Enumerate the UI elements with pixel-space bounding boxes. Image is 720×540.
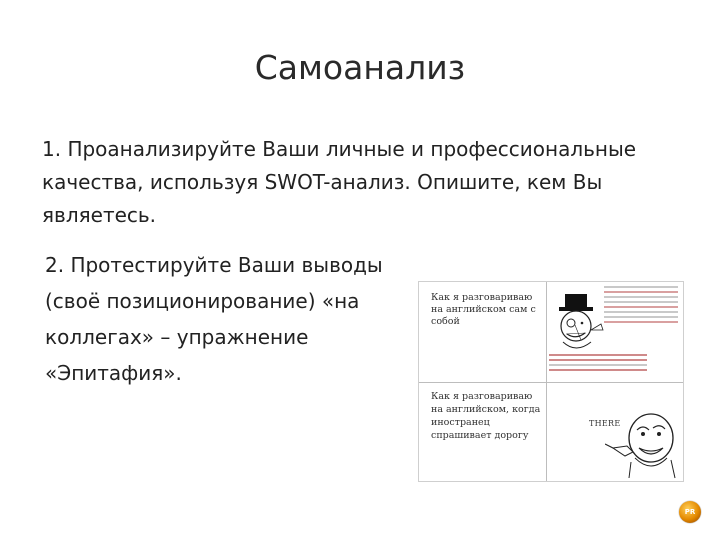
meme-divider-horizontal: [419, 382, 683, 383]
pointing-face-illustration: [605, 408, 679, 480]
meme-handwriting-top: [604, 286, 678, 326]
meme-caption-bottom: Как я разговариваю на английском, когда иностранец спрашивает дорогу: [431, 391, 541, 441]
meme-speech-there: THERE: [589, 419, 621, 428]
instruction-point-1: 1. Проанализируйте Ваши личные и профессиональные качества, используя SWOT-анализ. Опишите, кем Вы являетесь.: [42, 137, 637, 227]
meme-comic-image: [418, 281, 684, 482]
meme-caption-top: Как я разговариваю на английском сам с собой: [431, 292, 536, 327]
page-logo-badge: PR: [679, 501, 701, 523]
instruction-point-2: 2. Протестируйте Ваши выводы (своё позиционирование) «на коллегах» – упражнение «Эпитафия».: [45, 253, 383, 385]
meme-handwriting-middle: [549, 354, 647, 374]
slide-title: Самоанализ: [254, 48, 466, 87]
gentleman-illustration: [551, 290, 609, 356]
